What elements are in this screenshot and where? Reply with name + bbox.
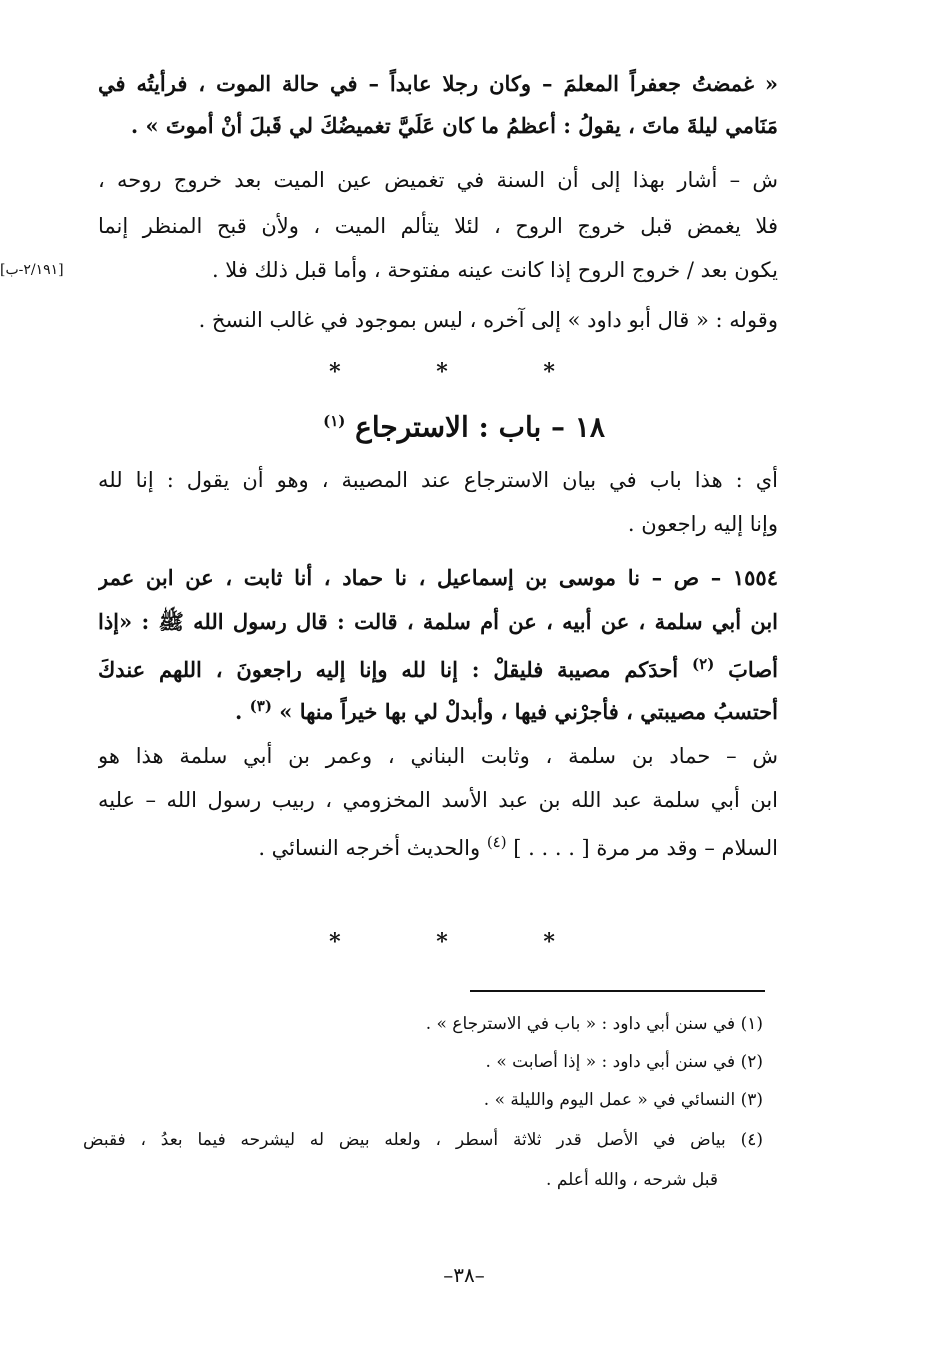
hadith-line-4-text: أحتسبُ مصيبتي ، فأجرْني فيها ، وأبدلْ لي بها خيراً منها »	[279, 699, 778, 724]
hadith-line-2: ابن أبي سلمة ، عن أبيه ، عن أم سلمة ، قالت : قال رسول الله ﷺ : «إذا	[98, 609, 778, 634]
page-number: –٣٨–	[443, 1263, 485, 1287]
footnote-ref-4: (٤)	[486, 833, 507, 851]
hadith-line-1: ١٥٥٤ – ص – نا موسى بن إسماعيل ، نا حماد ، أنا ثابت ، عن ابن عمر	[98, 565, 778, 590]
footnote-divider	[470, 990, 765, 992]
section-separator-top: * * *	[329, 359, 599, 385]
hadith-line-3-start: أصابَ	[728, 657, 778, 682]
narrator-commentary-line-3-end: والحديث أخرجه النسائي .	[258, 836, 481, 860]
explanation-line-2: وإنا إليه راجعون .	[627, 512, 778, 536]
hadith-line-4-end: .	[235, 699, 243, 724]
footnote-4: (٤) بياض في الأصل قدر ثلاثة أسطر ، ولعله بيض له ليشرحه فيما بعدُ ، فقبض	[83, 1130, 763, 1150]
explanation-line-1: أي : هذا باب في بيان الاسترجاع عند المصيبة ، وهو أن يقول : إنا لله	[98, 468, 778, 492]
section-separator-bottom: * * *	[329, 929, 599, 955]
commentary-line-1: ش – أشار بهذا إلى أن السنة في تغميض عين الميت بعد خروج روحه ،	[98, 168, 778, 192]
narrator-commentary-line-1: ش – حماد بن سلمة ، وثابت البناني ، وعمر بن أبي سلمة هذا هو	[98, 744, 778, 768]
chapter-heading	[0, 396, 928, 446]
footnote-ref-2: (٢)	[692, 655, 715, 673]
remark-line: وقوله : « قال أبو داود » إلى آخره ، ليس بموجود في غالب النسخ .	[198, 308, 778, 332]
quote-line-2: مَنَامي ليلةَ ماتَ ، يقولُ : أعظمُ ما كان عَلَيَّ تغميضُكَ لي قَبلَ أنْ أموتَ » .	[130, 113, 778, 138]
narrator-commentary-line-2: ابن أبي سلمة عبد الله بن عبد الأسد المخزومي ، ربيب رسول الله – عليه	[98, 788, 778, 812]
footnote-2: (٢) في سنن أبي داود : « إذا أصابت » .	[485, 1052, 763, 1072]
chapter-footnote-ref: (١)	[323, 412, 346, 430]
commentary-line-2: فلا يغمض قبل خروج الروح ، لئلا يتألم الميت ، ولأن قبح المنظر إنما	[98, 214, 778, 238]
footnote-1: (١) في سنن أبي داود : « باب في الاسترجاع » .	[425, 1014, 763, 1034]
quote-line-1: « غمضتُ جعفراً المعلمَ – وكان رجلا عابداً – في حالة الموت ، فرأيتُه في	[98, 71, 778, 96]
footnote-ref-3: (٣)	[249, 697, 272, 715]
footnote-3: (٣) النسائي في « عمل اليوم والليلة » .	[483, 1090, 763, 1110]
narrator-commentary-line-3	[98, 820, 778, 864]
hadith-line-3-rest: أحدَكم مصيبة فليقلْ : إنا لله وإنا إليه راجعونَ ، اللهم عندكَ	[98, 657, 679, 682]
narrator-commentary-line-3-start: السلام – وقد مر مرة [ . . . . ]	[513, 836, 778, 860]
manuscript-folio-note: [٢/١٩١-ب]	[0, 262, 64, 278]
chapter-title: ١٨ – باب : الاسترجاع	[355, 410, 605, 444]
hadith-line-3	[98, 642, 778, 686]
commentary-line-3: يكون بعد / خروج الروح إذا كانت عينه مفتوحة ، وأما قبل ذلك فلا .	[211, 258, 778, 282]
footnote-4-continuation: قبل شرحه ، والله أعلم .	[546, 1170, 718, 1190]
hadith-line-4	[98, 684, 778, 728]
